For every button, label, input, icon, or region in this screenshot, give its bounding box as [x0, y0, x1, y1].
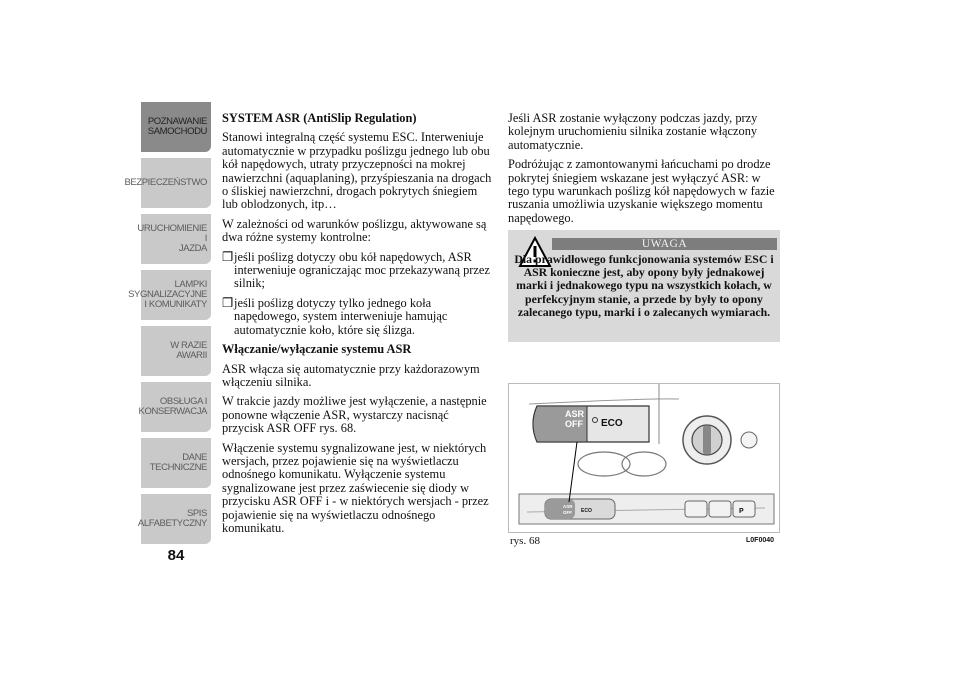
tab-obsluga-i-konserwacja[interactable]: OBSŁUGA I KONSERWACJA — [141, 382, 211, 432]
warning-title: UWAGA — [552, 238, 777, 250]
small-off-label: OFF — [563, 510, 572, 515]
checkbox-bullet-icon: ❒ — [222, 249, 234, 264]
off-button-label: OFF — [565, 419, 583, 429]
small-asr-label: ASR — [563, 504, 573, 509]
paragraph: W trakcie jazdy możliwe jest wyłączenie, a następnie ponowne włączenie ASR, wystarczy nacisnąć przycisk ASR OFF rys. 68. — [222, 394, 487, 436]
bullet-item — [222, 251, 492, 291]
paragraph: Włączenie systemu sygnalizowane jest, w niektórych wersjach, przez pojawienie się na wyświetlaczu odnośnego komunikatu. Wyłączenie systemu sygnalizowane jest przez zaświecenie się diody w przycisku ASR OFF i - w niektórych wersjach - przez pojawienie się na wyświetlaczu odnośnego komunikatu. — [222, 440, 489, 535]
paragraph: Jeśli ASR zostanie wyłączony podczas jazdy, przy kolejnym uruchomieniu silnika zostanie włączony automatycznie. — [508, 111, 758, 152]
tab-lampki-sygnalizacyjne[interactable]: LAMPKI SYGNALIZACYJNE I KOMUNIKATY — [141, 270, 211, 320]
figure-caption: rys. 68 — [510, 535, 540, 547]
right-column — [508, 112, 780, 231]
tab-bezpieczenstwo[interactable]: BEZPIECZEŃSTWO — [141, 158, 211, 208]
checkbox-bullet-icon: ❒ — [222, 295, 234, 310]
section-heading-asr: SYSTEM ASR (AntiSlip Regulation) — [222, 111, 417, 125]
left-column — [222, 112, 492, 541]
bullet-item — [222, 297, 492, 337]
bullet-text: jeśli poślizg dotyczy tylko jednego koła napędowego, system interweniuje hamując automatycznie koło, które się ślizga. — [234, 295, 448, 337]
figure-code: L0F0040 — [746, 537, 775, 544]
dashboard-illustration — [509, 384, 780, 533]
tab-uruchomienie-i-jazda[interactable]: URUCHOMIENIE I JAZDA — [141, 214, 211, 264]
paragraph: Podróżując z zamontowanymi łańcuchami po drodze pokrytej śniegiem wskazane jest wyłączyć ASR: w tego typu warunkach poślizg kół napędowych w fazie ruszania umożliwia uzyskanie większego momentu napędowego. — [508, 157, 775, 225]
section-heading-asr-toggle: Włączanie/wyłączanie systemu ASR — [222, 342, 412, 357]
small-eco-label: ECO — [581, 508, 592, 514]
paragraph: ASR włącza się automatycznie przy każdorazowym włączeniu silnika. — [222, 361, 480, 389]
small-p-label: P — [739, 508, 744, 515]
paragraph: Stanowi integralną część systemu ESC. Interweniuje automatycznie w przypadku poślizgu jednego lub obu kół napędowych, utraty przyczepności na mokrej nawierzchni (aquaplaning), przyśpieszania na drogach o śliskiej nawierzchni, drogach pokrytych śniegiem lub oblodzonych, itp… — [222, 130, 492, 212]
bullet-text: jeśli poślizg dotyczy obu kół napędowych, ASR interweniuje ograniczając moc przekazywaną przez silnik; — [234, 249, 490, 291]
tab-spis-alfabetyczny[interactable]: SPIS ALFABETYCZNY — [141, 494, 211, 544]
asr-button-label: ASR — [565, 409, 585, 419]
tab-poznawanie-samochodu[interactable]: POZNAWANIE SAMOCHODU — [141, 102, 211, 152]
eco-button-label: ECO — [601, 418, 623, 429]
page-number: 84 — [167, 547, 185, 564]
tab-dane-techniczne[interactable]: DANE TECHNICZNE — [141, 438, 211, 488]
figure-asr-button — [508, 383, 780, 533]
tab-w-razie-awarii[interactable]: W RAZIE AWARII — [141, 326, 211, 376]
paragraph: W zależności od warunków poślizgu, aktywowane są dwa różne systemy kontrolne: — [222, 216, 487, 245]
warning-text: Dla prawidłowego funkcjonowania systemów ESC i ASR konieczne jest, aby opony były jednakowej marki i jednakowego typu na wszystkich kołach, w perfekcyjnym stanie, a przede by były to opony zalecanego typu, marki i o zalecanych wymiarach. — [514, 252, 774, 319]
warning-box — [508, 230, 780, 342]
